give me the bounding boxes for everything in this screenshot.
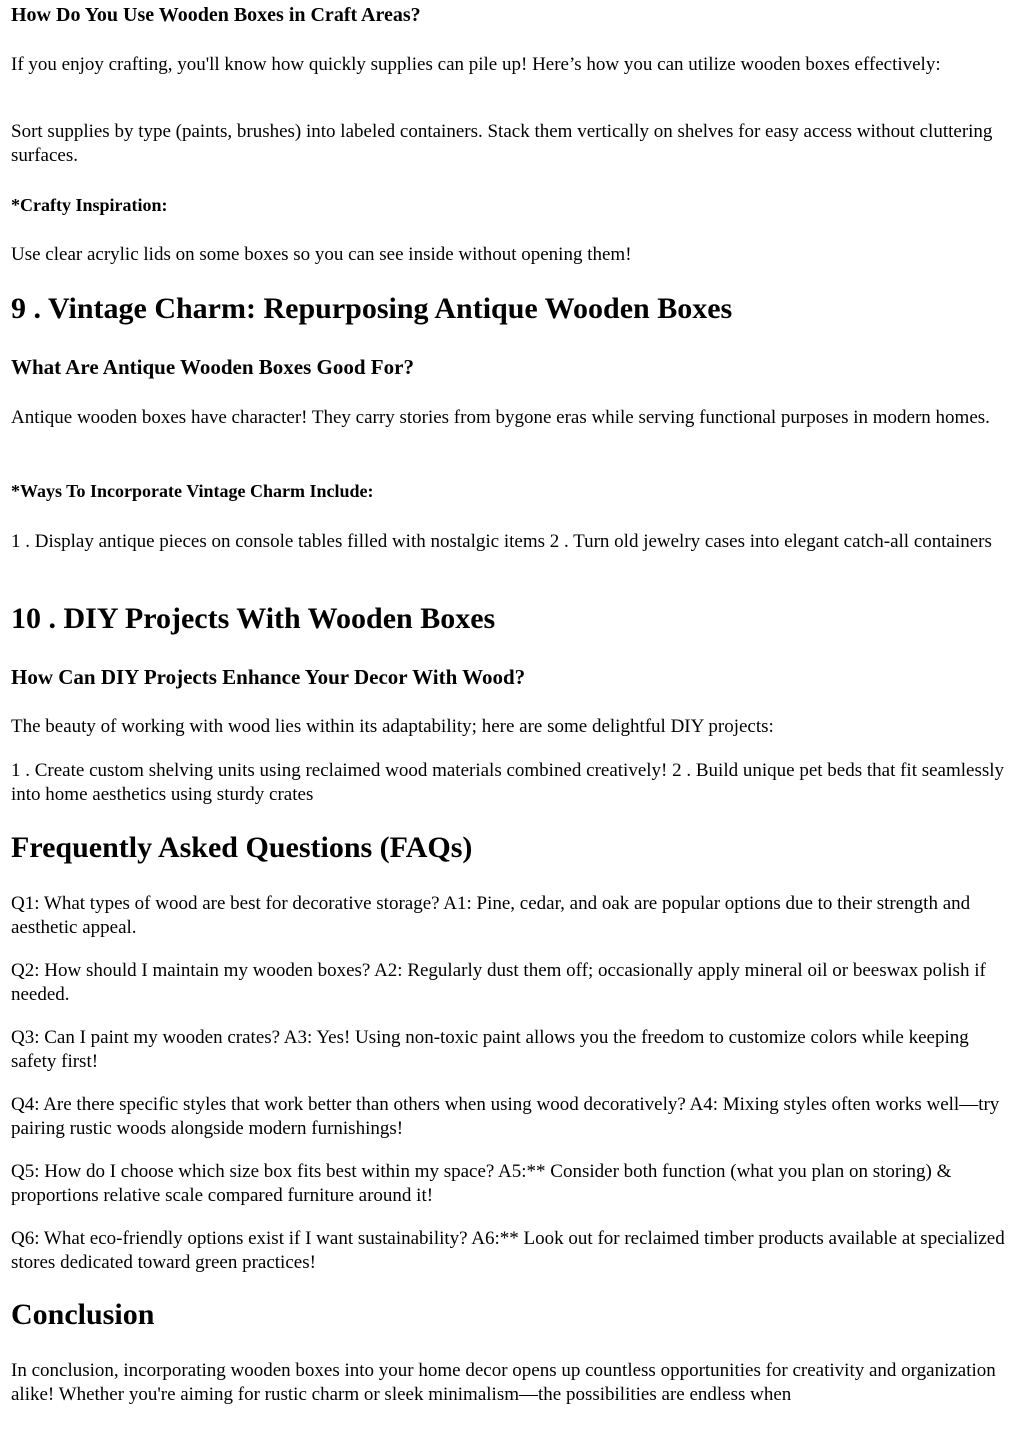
- antique-intro-paragraph: Antique wooden boxes have character! They carry stories from bygone eras while serving functional purposes in modern homes.: [11, 407, 990, 428]
- craft-intro-paragraph: If you enjoy crafting, you'll know how quickly supplies can pile up! Here’s how you can utilize wooden boxes effectively:: [11, 54, 941, 75]
- craft-areas-heading: How Do You Use Wooden Boxes in Craft Areas?: [11, 4, 421, 26]
- crafty-inspiration-label: *Crafty Inspiration:: [11, 195, 168, 215]
- diy-intro-paragraph: The beauty of working with wood lies within its adaptability; here are some delightful DIY projects:: [11, 716, 774, 737]
- faq-item: Q6: What eco-friendly options exist if I want sustainability? A6:** Look out for reclaimed timber products available at specialized stores dedicated toward green practices!: [11, 1228, 1005, 1273]
- faq-item: Q3: Can I paint my wooden crates? A3: Yes! Using non-toxic paint allows you the freedom to customize colors while keeping safety first!: [11, 1027, 969, 1072]
- vintage-ways-label: *Ways To Incorporate Vintage Charm Include:: [11, 481, 374, 501]
- vintage-ways-list: 1 . Display antique pieces on console tables filled with nostalgic items 2 . Turn old jewelry cases into elegant catch-all containers: [11, 531, 992, 552]
- antique-boxes-subheading: What Are Antique Wooden Boxes Good For?: [11, 355, 414, 379]
- conclusion-heading: Conclusion: [11, 1298, 155, 1331]
- diy-projects-list: 1 . Create custom shelving units using reclaimed wood materials combined creatively! 2 . Build unique pet beds that fit seamlessly into home aesthetics using sturdy crates: [11, 760, 1005, 805]
- conclusion-paragraph: In conclusion, incorporating wooden boxes into your home decor opens up countless opportunities for creativity and organization alike! Whether you're aiming for rustic charm or sleek minimalism—the possibilities are endless when: [11, 1360, 996, 1405]
- faq-item: Q4: Are there specific styles that work better than others when using wood decoratively? A4: Mixing styles often works well—try pairing rustic woods alongside modern furnishings!: [11, 1094, 1000, 1139]
- faq-heading: Frequently Asked Questions (FAQs): [11, 831, 473, 864]
- faq-item: Q5: How do I choose which size box fits best within my space? A5:** Consider both function (what you plan on storing) & proportions relative scale compared furniture around it!: [11, 1161, 952, 1206]
- diy-projects-heading: 10 . DIY Projects With Wooden Boxes: [11, 602, 496, 635]
- vintage-charm-heading: 9 . Vintage Charm: Repurposing Antique Wooden Boxes: [11, 292, 733, 325]
- craft-tip-paragraph: Sort supplies by type (paints, brushes) into labeled containers. Stack them vertically on shelves for easy access without cluttering surfaces.: [11, 121, 993, 166]
- faq-item: Q2: How should I maintain my wooden boxes? A2: Regularly dust them off; occasionally apply mineral oil or beeswax polish if needed.: [11, 960, 986, 1005]
- faq-item: Q1: What types of wood are best for decorative storage? A1: Pine, cedar, and oak are popular options due to their strength and aesthetic appeal.: [11, 893, 971, 938]
- crafty-inspiration-text: Use clear acrylic lids on some boxes so you can see inside without opening them!: [11, 244, 632, 265]
- diy-subheading: How Can DIY Projects Enhance Your Decor With Wood?: [11, 665, 526, 689]
